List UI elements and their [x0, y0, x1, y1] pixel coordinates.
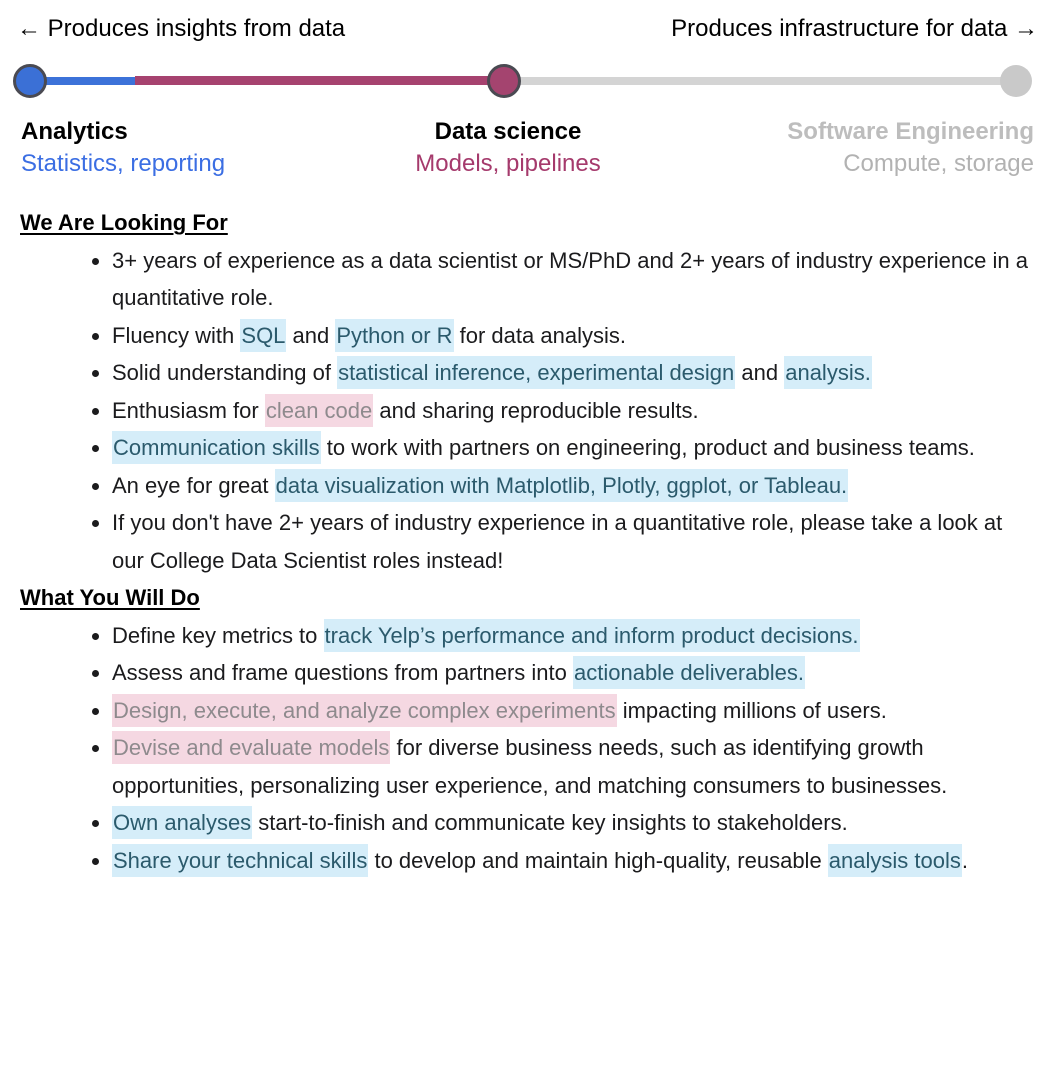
highlight-blue: SQL	[240, 319, 286, 352]
stop-analytics	[21, 116, 225, 180]
highlight-pink: Design, execute, and analyze complex experiments	[112, 694, 617, 727]
analytics-dot[interactable]	[13, 64, 47, 98]
bullet-item	[112, 729, 1036, 804]
bullet-text: and	[735, 360, 785, 385]
bullet-text: .	[961, 847, 968, 873]
highlight-blue: statistical inference, experimental design	[337, 356, 735, 389]
bullet-text: start-to-finish and communicate key insights to stakeholders.	[252, 810, 848, 835]
career-spectrum-slider	[0, 64, 1046, 98]
track-data-science-segment	[135, 76, 505, 85]
highlight-blue: analysis tools	[828, 844, 962, 877]
bullet-text: Fluency with	[112, 322, 241, 348]
highlight-pink: clean code	[265, 394, 373, 427]
job-description	[0, 204, 1046, 879]
bullet-text: Assess and frame questions from partners into	[112, 660, 573, 685]
stop-software-engineering	[787, 116, 1034, 180]
track-software-segment	[505, 77, 1017, 85]
bullet-text: Define key metrics to	[112, 622, 324, 648]
bullet-text: for data analysis.	[453, 322, 626, 348]
bullet-list-what-you-will-do	[20, 617, 1036, 880]
bullet-item	[112, 504, 1036, 579]
section-heading-what-you-will-do: What You Will Do	[20, 585, 200, 610]
spectrum-stop-labels	[0, 116, 1046, 182]
bullet-text: to work with partners on engineering, product and business teams.	[320, 435, 975, 460]
spectrum-right-label: Produces infrastructure for data →	[671, 15, 1038, 42]
highlight-blue: data visualization with Matplotlib, Plotly, ggplot, or Tableau.	[275, 469, 849, 502]
highlight-blue: Python or R	[335, 319, 453, 352]
bullet-text: for diverse business needs, such as identifying growth opportunities, personalizing user experience, and matching consumers to businesses.	[112, 735, 948, 798]
bullet-item	[112, 317, 1036, 355]
bullet-text: 3+ years of experience as a data scientist or MS/PhD and 2+ years of industry experience in a quantitative role.	[112, 247, 1028, 310]
bullet-text: An eye for great	[112, 472, 275, 498]
stop-analytics-subtitle: Statistics, reporting	[21, 150, 226, 177]
stop-data-science-subtitle: Models, pipelines	[415, 150, 601, 177]
bullet-item	[112, 242, 1036, 317]
bullet-item	[112, 842, 1036, 880]
highlight-blue: Share your technical skills	[112, 844, 368, 877]
highlight-blue: track Yelp’s performance and inform product decisions.	[324, 619, 860, 652]
stop-software-engineering-subtitle: Compute, storage	[843, 150, 1034, 177]
highlight-blue: actionable deliverables.	[573, 656, 805, 689]
bullet-item	[112, 654, 1036, 692]
spectrum-axis-labels	[0, 14, 1046, 44]
bullet-text: Solid understanding of	[112, 360, 338, 385]
bullet-item	[112, 354, 1036, 392]
bullet-item	[112, 429, 1036, 467]
highlight-blue: Communication skills	[112, 431, 321, 464]
bullet-text: impacting millions of users.	[616, 697, 887, 723]
stop-data-science	[358, 116, 658, 180]
bullet-text: If you don't have 2+ years of industry experience in a quantitative role, please take a look at our College Data Scientist roles instead!	[112, 510, 1003, 573]
highlight-blue: Own analyses	[112, 806, 252, 839]
stop-analytics-title: Analytics	[21, 118, 128, 145]
section-heading-looking-for: We Are Looking For	[20, 210, 228, 235]
highlight-blue: analysis.	[784, 356, 872, 389]
stop-software-engineering-title: Software Engineering	[787, 118, 1034, 145]
bullet-text: and sharing reproducible results.	[373, 397, 699, 423]
stop-data-science-title: Data science	[434, 118, 582, 145]
bullet-item	[112, 467, 1036, 505]
bullet-text: and	[286, 322, 336, 348]
spectrum-left-label: ← Produces insights from data	[17, 15, 346, 42]
bullet-item	[112, 692, 1036, 730]
highlight-pink: Devise and evaluate models	[112, 731, 390, 764]
bullet-item	[112, 617, 1036, 655]
bullet-text: to develop and maintain high-quality, reusable	[368, 847, 828, 873]
bullet-item	[112, 392, 1036, 430]
software-engineering-dot[interactable]	[1000, 65, 1032, 97]
bullet-item	[112, 804, 1036, 842]
bullet-list-looking-for	[20, 242, 1036, 580]
data-science-dot[interactable]	[487, 64, 521, 98]
bullet-text: Enthusiasm for	[112, 397, 265, 423]
